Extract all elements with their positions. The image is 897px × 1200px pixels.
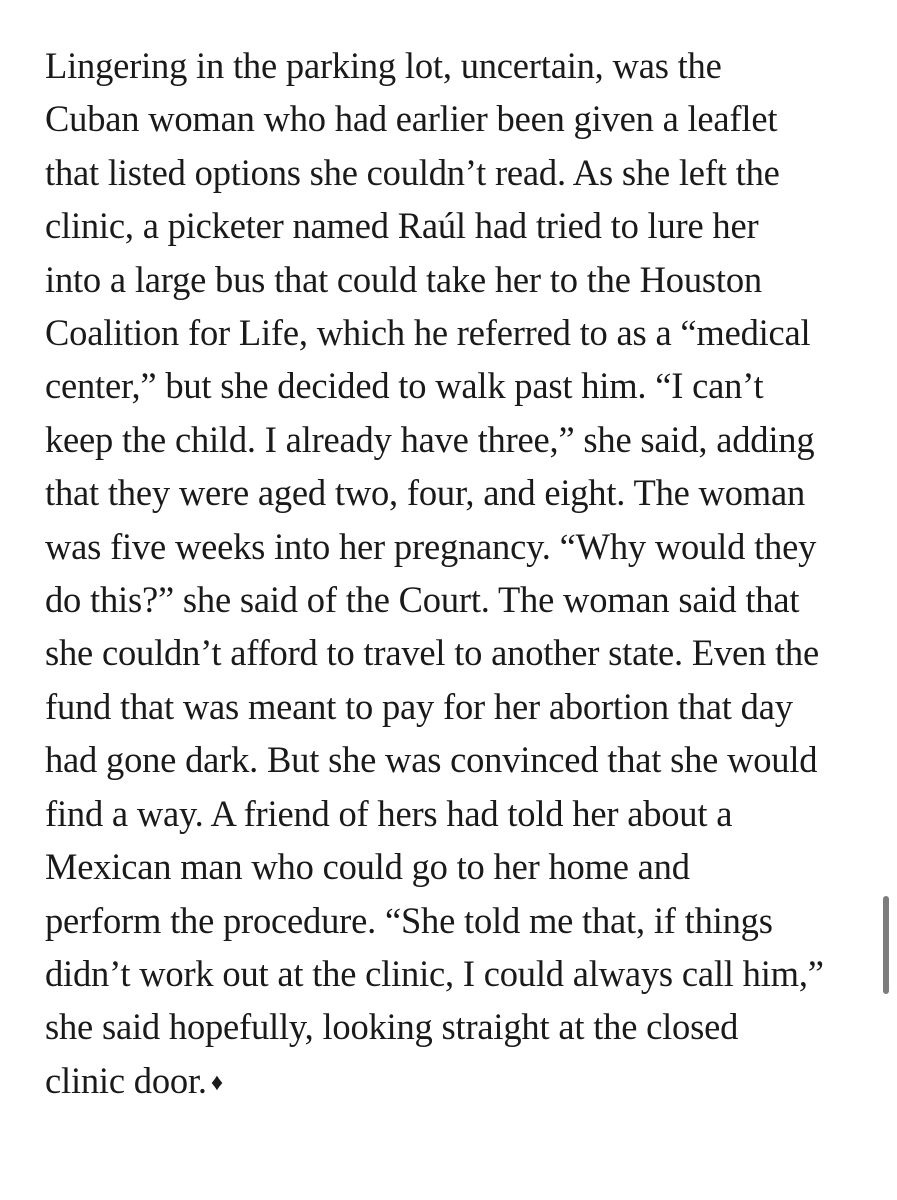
end-mark-diamond-icon: ♦ [210, 1069, 223, 1096]
scrollbar-thumb[interactable] [883, 896, 889, 994]
article-line: fund that was meant to pay for her abortion that day [45, 685, 793, 727]
article-line-text: clinic door. [45, 1059, 207, 1101]
article-line: do this?” she said of the Court. The woman said that [45, 579, 800, 621]
article-line: Coalition for Life, which he referred to as a “medical [45, 312, 811, 354]
article-body [45, 39, 885, 1110]
article-line: find a way. A friend of hers had told her about a [45, 792, 733, 834]
article-line: didn’t work out at the clinic, I could always call him,” [45, 952, 824, 994]
article-line: that listed options she couldn’t read. As she left the [45, 151, 780, 193]
article-last-line [45, 1054, 885, 1110]
article-line: clinic, a picketer named Raúl had tried to lure her [45, 205, 759, 247]
article-line: Cuban woman who had earlier been given a leaflet [45, 98, 778, 140]
article-line: center,” but she decided to walk past him. “I can’t [45, 365, 764, 407]
article-line: was five weeks into her pregnancy. “Why would they [45, 525, 817, 567]
article-line: that they were aged two, four, and eight. The woman [45, 472, 806, 514]
article-line: into a large bus that could take her to the Houston [45, 258, 762, 300]
article-line: had gone dark. But she was convinced that she would [45, 739, 818, 781]
article-line: Mexican man who could go to her home and [45, 846, 690, 888]
article-line: perform the procedure. “She told me that, if things [45, 899, 773, 941]
article-line: keep the child. I already have three,” she said, adding [45, 418, 815, 460]
article-line: Lingering in the parking lot, uncertain, was the [45, 45, 722, 86]
article-line: she couldn’t afford to travel to another state. Even the [45, 632, 819, 674]
article-line: she said hopefully, looking straight at the closed [45, 1006, 739, 1048]
